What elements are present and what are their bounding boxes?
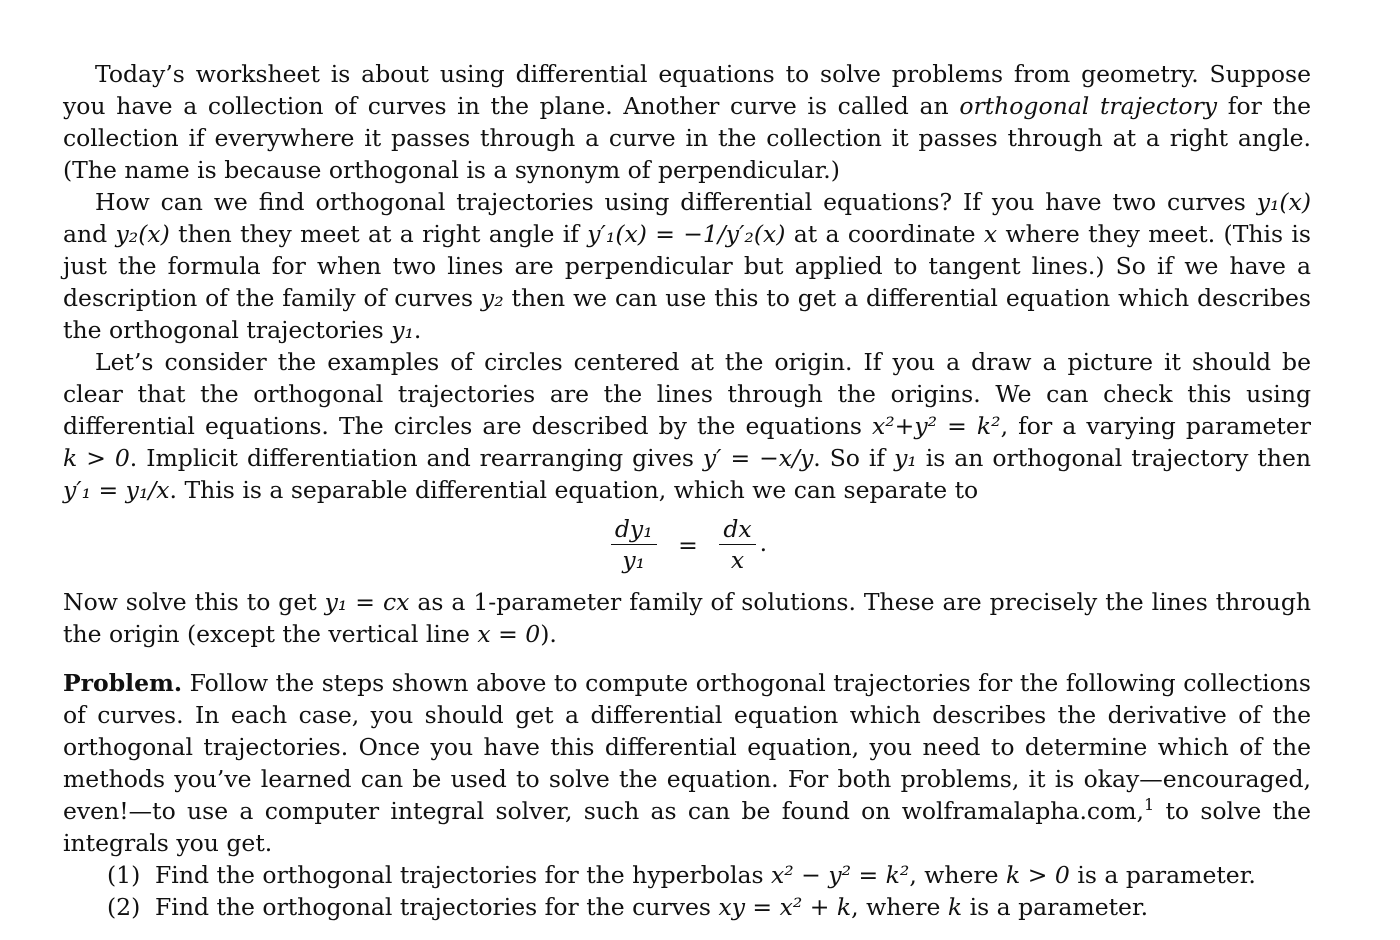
list-item [63,859,1311,891]
example-text-6: . This is a separable differential equation, which we can separate to [169,476,979,504]
intro-paragraph [63,58,1311,186]
example-text-1: Let’s consider the examples of circles centered at the origin. If you a draw a picture it should be clear that the orthogonal trajectories are the lines through the origins. We can check this using differential equations. The circles are described by the equations [63,348,1311,440]
math-vertical-line: x = 0 [477,620,541,648]
list-item [63,891,1311,923]
intro-text-2: for the collection if everywhere it passes through a curve in the collection it passes through at a right angle. (The name is because orthogonal is a synonym of perpendicular.) [63,92,1311,184]
math-k-positive: k > 0 [63,444,130,472]
method-text-2: and [63,220,116,248]
item-1-text-1: Find the orthogonal trajectories for the hyperbolas [155,861,772,889]
math-perpendicular-condition: y′₁(x) = −1/y′₂(x) [587,220,786,248]
math-y2: y₂ [480,284,504,312]
problem-text-1: Follow the steps shown above to compute orthogonal trajectories for the following collections of curves. In each case, you should get a differential equation which describes the derivative of the orthogonal trajectories. Once you have this differential equation, you need to determine which of the methods you’ve learned can be used to solve the equation. For both problems, it is okay—encouraged, even!—to use a computer integral solver, such as can be found on wolframalapha.com, [63,669,1311,825]
example-text-2: , for a varying parameter [1000,412,1311,440]
footnote-mark: 1 [1143,795,1155,815]
math-solution-family: y₁ = cx [324,588,410,616]
method-paragraph [63,186,1311,346]
worksheet-page [63,58,1311,923]
math-hyperbola: x² − y² = k² [771,861,910,889]
method-text-4: at a coordinate [785,220,984,248]
fraction-right-numerator: dx [719,514,755,545]
math-y1-inline: y₁ [894,444,917,472]
math-y1-of-x: y₁(x) [1256,188,1311,216]
math-implicit-derivative: y′ = −x/y [702,444,814,472]
fraction-left [611,514,657,575]
list-item-marker: (1) [107,861,141,889]
example-text-5: is an orthogonal trajectory then [916,444,1311,472]
example-text-3: . Implicit differentiation and rearranging gives [129,444,703,472]
item-2-text-1: Find the orthogonal trajectories for the curves [155,893,719,921]
intro-text-1: Today’s worksheet is about using differential equations to solve problems from geometry. Suppose you have a collection of curves in the plane. Another curve is called an [63,60,1311,120]
item-1-text-3: is a parameter. [1069,861,1256,889]
math-k-positive-item: k > 0 [1006,861,1070,889]
method-text-3: then they meet at a right angle if [169,220,588,248]
math-circle-equation: x²+y² = k² [872,412,1001,440]
example-paragraph [63,346,1311,506]
solution-paragraph [63,586,1311,650]
problem-text-2: to solve the integrals you get. [63,797,1311,857]
fraction-right [719,514,755,575]
fraction-right-denominator: x [730,546,745,574]
orthogonal-trajectory-term: orthogonal trajectory [959,92,1218,120]
equation-period: . [759,529,768,557]
problem-list [63,859,1311,923]
fraction-left-numerator: dy₁ [611,514,657,545]
method-text-5: where they meet. (This is just the formula for when two lines are perpendicular but applied to tangent lines.) So if we have a description of the family of curves [63,220,1311,312]
math-orthogonal-derivative: y′₁ = y₁/x [63,476,170,504]
list-item-marker: (2) [107,893,141,921]
equals-sign: = [678,530,698,559]
math-y1: y₁ [391,316,414,344]
math-y2-of-x: y₂(x) [115,220,170,248]
item-2-text-3: is a parameter. [962,893,1149,921]
method-text-1: How can we find orthogonal trajectories using differential equations? If you have two curves [95,188,1257,216]
solution-text-3: ). [540,620,557,648]
solution-text-2: as a 1-parameter family of solutions. These are precisely the lines through the origin (except the vertical line [63,588,1311,648]
problem-heading: Problem. [63,669,183,697]
example-text-4: . So if [813,444,895,472]
math-x: x [983,220,998,248]
separated-equation [63,506,1311,586]
problem-paragraph [63,667,1311,859]
math-k-item: k [947,893,963,921]
item-1-text-2: , where [909,861,1007,889]
separated-equation-row [63,514,1311,575]
item-2-text-2: , where [851,893,948,921]
fraction-left-denominator: y₁ [622,546,646,574]
math-curve-family: xy = x² + k [718,893,852,921]
method-text-6: then we can use this to get a differential equation which describes the orthogonal trajectories [63,284,1311,344]
method-text-7: . [413,316,422,344]
solution-text-1: Now solve this to get [63,588,325,616]
